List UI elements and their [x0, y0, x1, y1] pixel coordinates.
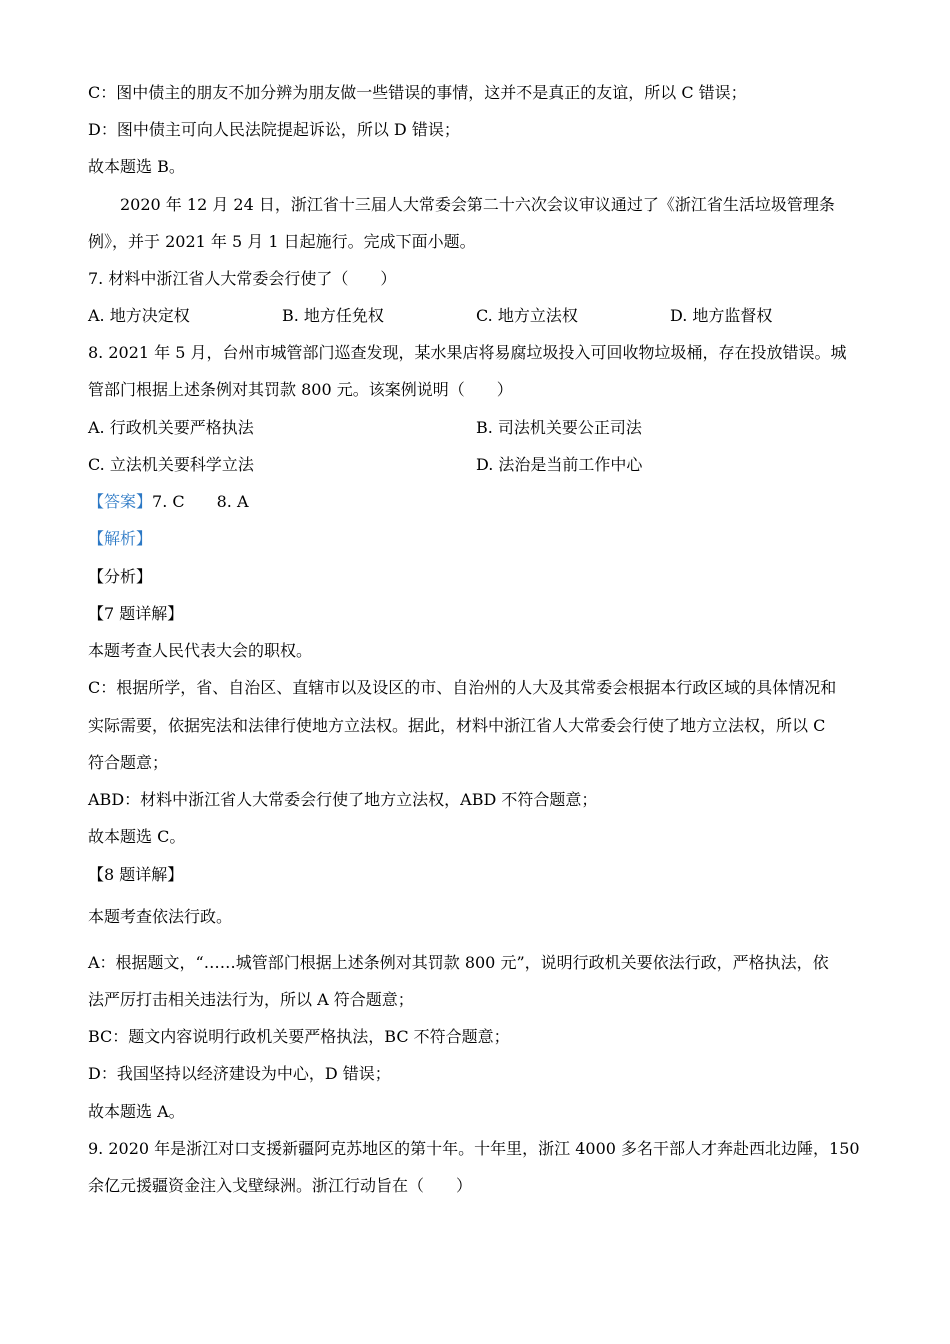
q8-detail-a-line-1: A：根据题文，“……城管部门根据上述条例对其罚款 800 元”，说明行政机关要依法行政，严格执法，依	[88, 953, 829, 972]
q8-detail-heading: 【8 题详解】	[88, 865, 184, 884]
answer-line	[88, 491, 868, 513]
q7-option-c: C. 地方立法权	[476, 306, 578, 325]
q8-detail-a-line-2: 法严厉打击相关违法行为，所以 A 符合题意；	[88, 990, 414, 1009]
prev-c-explanation: C：图中债主的朋友不加分辨为朋友做一些错误的事情，这并不是真正的友谊，所以 C 错误；	[88, 83, 747, 102]
q8-option-b: B. 司法机关要公正司法	[476, 418, 642, 437]
q8-option-c: C. 立法机关要科学立法	[88, 455, 254, 474]
material-line-1: 2020 年 12 月 24 日，浙江省十三届人大常委会第二十六次会议审议通过了《浙江省生活垃圾管理条	[120, 195, 835, 214]
q8-option-a: A. 行政机关要严格执法	[88, 418, 254, 437]
fenxi-label: 【分析】	[88, 567, 153, 586]
q8-stem-line-1: 8. 2021 年 5 月，台州市城管部门巡查发现，某水果店将易腐垃圾投入可回收物垃圾桶，存在投放错误。城	[88, 343, 847, 362]
q8-detail-d: D：我国坚持以经济建设为中心，D 错误；	[88, 1064, 391, 1083]
q8-detail-intro: 本题考查依法行政。	[88, 907, 233, 926]
answer-values: 7. C 8. A	[152, 492, 249, 511]
q7-stem: 7. 材料中浙江省人大常委会行使了（ ）	[88, 269, 397, 288]
prev-answer-line: 故本题选 B。	[88, 157, 185, 176]
analysis-label: 【解析】	[88, 529, 153, 548]
q7-detail-c-line-1: C：根据所学，省、自治区、直辖市以及设区的市、自治州的人大及其常委会根据本行政区域的具体情况和	[88, 678, 837, 697]
q7-option-a: A. 地方决定权	[88, 306, 190, 325]
q7-detail-c-line-2: 实际需要，依据宪法和法律行使地方立法权。据此，材料中浙江省人大常委会行使了地方立法权，所以 C	[88, 716, 826, 735]
q9-stem-line-2: 余亿元援疆资金注入戈壁绿洲。浙江行动旨在（ ）	[88, 1176, 473, 1195]
material-line-2: 例》，并于 2021 年 5 月 1 日起施行。完成下面小题。	[88, 232, 476, 251]
q7-detail-answer: 故本题选 C。	[88, 827, 186, 846]
q7-detail-c-line-3: 符合题意；	[88, 753, 169, 772]
q7-detail-heading: 【7 题详解】	[88, 604, 184, 623]
q8-stem-line-2: 管部门根据上述条例对其罚款 800 元。该案例说明（ ）	[88, 380, 513, 399]
q8-detail-answer: 故本题选 A。	[88, 1102, 185, 1121]
q7-detail-abd: ABD：材料中浙江省人大常委会行使了地方立法权，ABD 不符合题意；	[88, 790, 598, 809]
q7-option-d: D. 地方监督权	[670, 306, 773, 325]
q8-detail-bc: BC：题文内容说明行政机关要严格执法，BC 不符合题意；	[88, 1027, 510, 1046]
q7-detail-intro: 本题考查人民代表大会的职权。	[88, 641, 313, 660]
prev-d-explanation: D：图中债主可向人民法院提起诉讼，所以 D 错误；	[88, 120, 460, 139]
answer-label: 【答案】	[88, 492, 153, 511]
q8-option-d: D. 法治是当前工作中心	[476, 455, 643, 474]
q9-stem-line-1: 9. 2020 年是浙江对口支援新疆阿克苏地区的第十年。十年里，浙江 4000 多名干部人才奔赴西北边陲，150	[88, 1139, 860, 1158]
q7-option-b: B. 地方任免权	[282, 306, 384, 325]
